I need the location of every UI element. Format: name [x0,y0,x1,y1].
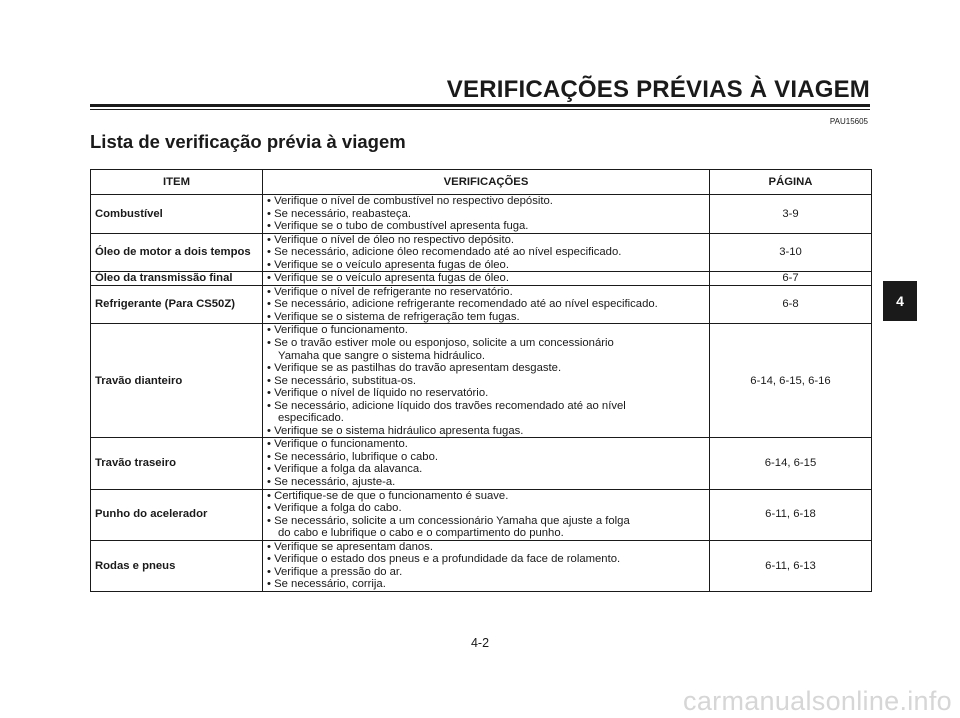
check-line: • Verifique o funcionamento. [267,438,408,451]
check-line: • Se necessário, adicione óleo recomendado até ao nível especificado. [267,246,622,259]
check-line: • Verifique a folga do cabo. [267,502,402,515]
check-line: • Se necessário, adicione líquido dos travões recomendado até ao nível [267,399,626,412]
page-reference: 6-7 [710,272,872,286]
page-reference: 3-10 [710,233,872,272]
page-reference: 6-14, 6-15, 6-16 [710,324,872,438]
column-header-checks: VERIFICAÇÕES [263,170,710,195]
page-header-title: VERIFICAÇÕES PRÉVIAS À VIAGEM [446,76,870,103]
pre-ride-checklist-table [90,169,872,592]
section-title: Lista de verificação prévia à viagem [90,131,406,152]
check-line: • Se o travão estiver mole ou esponjoso, solicite a um concessionário [267,337,614,350]
watermark: carmanualsonline.info [683,686,952,716]
checks-cell [263,233,710,272]
page-number: 4-2 [470,636,490,650]
checks-cell [263,324,710,438]
item-name: Óleo da transmissão final [91,272,263,286]
header-rule-thick [90,104,870,107]
document-code: PAU15605 [829,117,868,126]
item-name: Rodas e pneus [91,540,263,591]
item-name: Refrigerante (Para CS50Z) [91,285,263,324]
page-reference: 6-14, 6-15 [710,438,872,489]
checks-cell [263,195,710,234]
check-line: • Se necessário, ajuste-a. [267,476,396,489]
check-line: • Se necessário, adicione refrigerante recomendado até ao nível especificado. [267,298,658,311]
table-row [91,438,872,489]
check-line: • Se necessário, corrija. [267,578,386,591]
check-line: • Verifique o funcionamento. [267,324,408,337]
check-line: • Verifique se o tubo de combustível apresenta fuga. [267,220,529,233]
check-line-continuation: especificado. [278,412,344,425]
check-line: • Verifique se o veículo apresenta fugas de óleo. [267,258,509,271]
checks-cell [263,540,710,591]
table-row [91,195,872,234]
check-line: • Verifique a pressão do ar. [267,565,403,578]
check-line: • Verifique o estado dos pneus e a profundidade da face de rolamento. [267,553,621,566]
check-line-continuation: do cabo e lubrifique o cabo e o compartimento do punho. [278,527,564,540]
check-line: • Se necessário, lubrifique o cabo. [267,450,438,463]
table-row [91,324,872,438]
table-row [91,272,872,286]
check-line: • Se necessário, solicite a um concessionário Yamaha que ajuste a folga [267,514,630,527]
chapter-tab: 4 [883,281,917,321]
checks-cell [263,438,710,489]
check-line: • Verifique a folga da alavanca. [267,463,423,476]
page-reference: 6-11, 6-13 [710,540,872,591]
item-name: Combustível [91,195,263,234]
table-row [91,285,872,324]
checks-cell [263,489,710,540]
checks-cell [263,272,710,286]
check-line: • Verifique se o veículo apresenta fugas de óleo. [267,272,509,285]
check-line: • Se necessário, substitua-os. [267,374,417,387]
check-line: • Verifique o nível de óleo no respectivo depósito. [267,233,514,246]
check-line-continuation: Yamaha que sangre o sistema hidráulico. [278,349,486,362]
item-name: Punho do acelerador [91,489,263,540]
page-reference: 6-11, 6-18 [710,489,872,540]
page-reference: 3-9 [710,195,872,234]
check-line: • Se necessário, reabasteça. [267,207,411,220]
check-line: • Verifique se as pastilhas do travão apresentam desgaste. [267,362,562,375]
column-header-item: ITEM [91,170,263,195]
item-name: Óleo de motor a dois tempos [91,233,263,272]
table-row [91,233,872,272]
item-name: Travão dianteiro [91,324,263,438]
checks-cell [263,285,710,324]
table-row [91,540,872,591]
table-header-row [91,170,872,195]
check-line: • Certifique-se de que o funcionamento é suave. [267,489,509,502]
item-name: Travão traseiro [91,438,263,489]
check-line: • Verifique o nível de líquido no reservatório. [267,387,489,400]
page-reference: 6-8 [710,285,872,324]
column-header-page: PÁGINA [710,170,872,195]
table-row [91,489,872,540]
check-line: • Verifique o nível de combustível no respectivo depósito. [267,195,553,207]
check-line: • Verifique o nível de refrigerante no reservatório. [267,285,513,298]
check-line: • Verifique se o sistema de refrigeração tem fugas. [267,310,520,323]
header-rule-thin [90,109,870,110]
check-line: • Verifique se o sistema hidráulico apresenta fugas. [267,424,524,437]
check-line: • Verifique se apresentam danos. [267,540,433,553]
